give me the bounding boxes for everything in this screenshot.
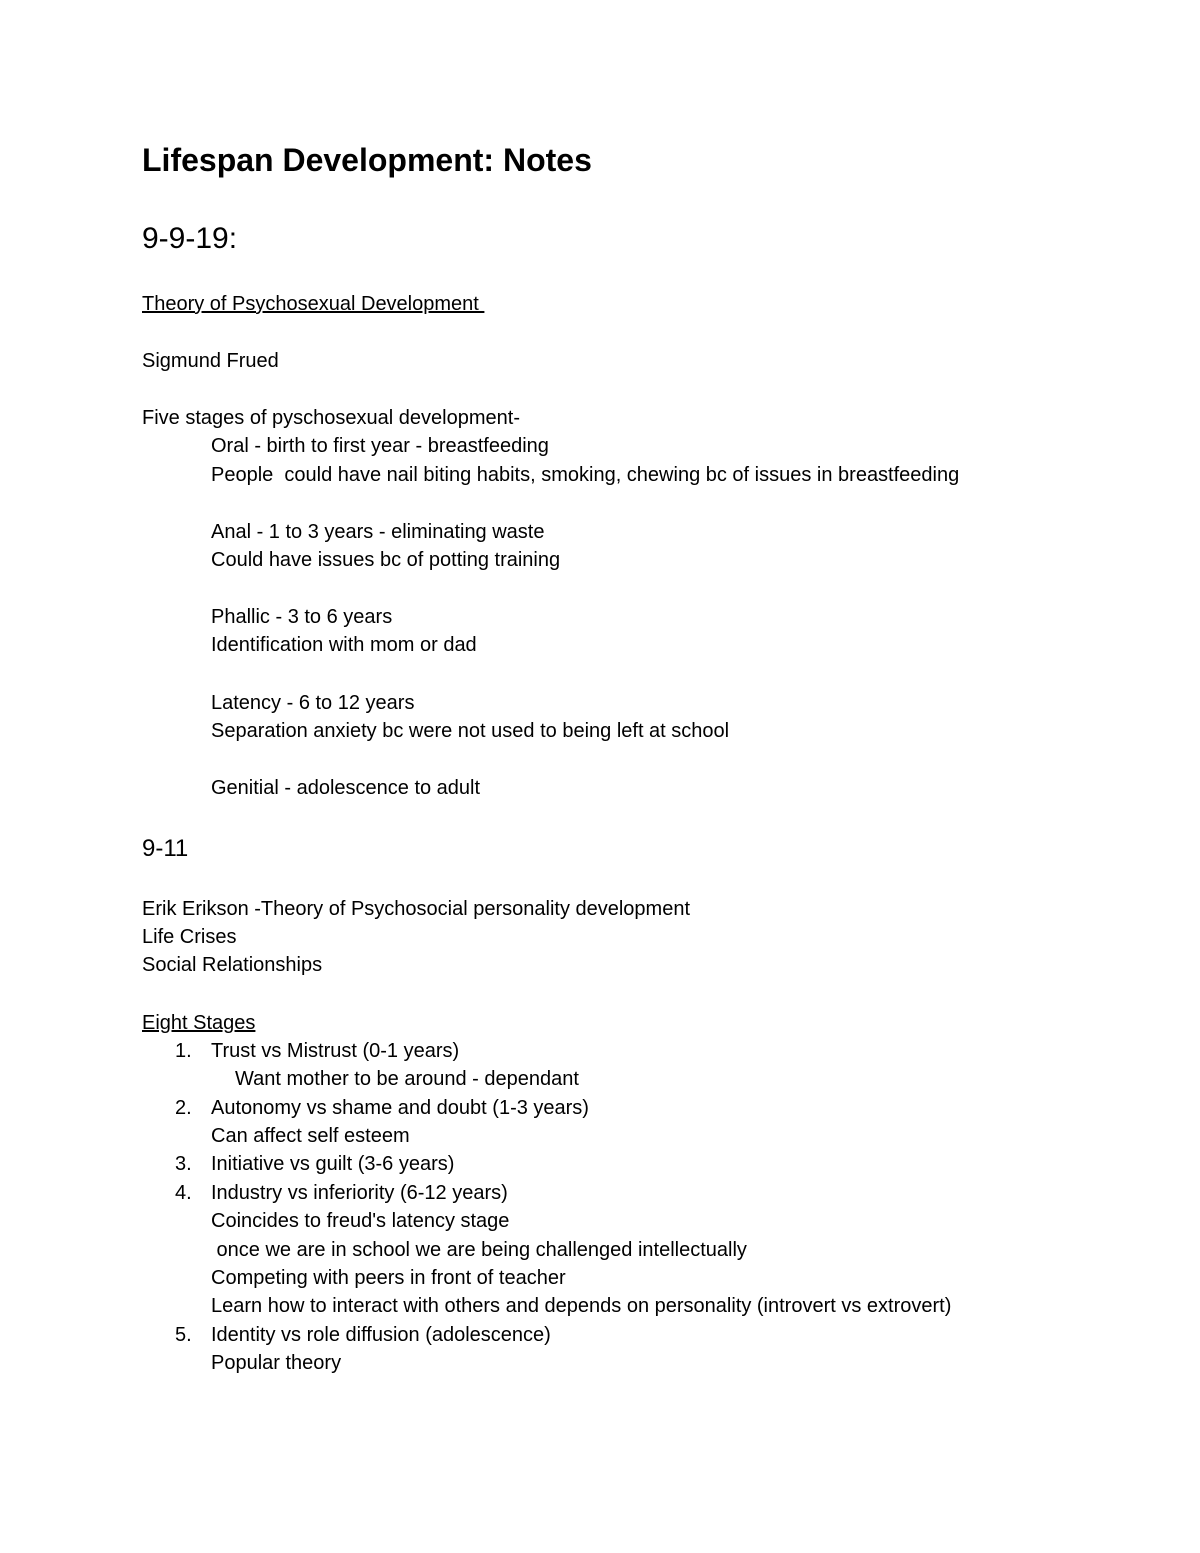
list-number: 1. [175,1040,192,1062]
list-note: Competing with peers in front of teacher [211,1267,566,1289]
stage-line: Oral - birth to first year - breastfeeding [211,435,549,457]
list-item: Industry vs inferiority (6-12 years) [211,1182,508,1204]
stages-intro: Five stages of pyschosexual development- [142,407,520,429]
list-note: Coincides to freud's latency stage [211,1210,510,1232]
stage-line: Latency - 6 to 12 years [211,692,415,714]
list-item: Identity vs role diffusion (adolescence) [211,1324,551,1346]
stage-line: Could have issues bc of potting training [211,549,561,571]
page-title: Lifespan Development: Notes [142,142,592,178]
list-number: 2. [175,1097,192,1119]
list-item: Initiative vs guilt (3-6 years) [211,1153,455,1175]
list-note: Want mother to be around - dependant [235,1068,579,1090]
erikson-line: Social Relationships [142,954,323,976]
list-item: Trust vs Mistrust (0-1 years) [211,1040,460,1062]
stage-line: Identification with mom or dad [211,634,477,656]
stage-line: Anal - 1 to 3 years - eliminating waste [211,521,545,543]
erikson-line: Erik Erikson -Theory of Psychosocial personality development [142,898,691,920]
section-heading-psychosexual: Theory of Psychosexual Development [142,293,485,315]
list-note: Learn how to interact with others and depends on personality (introvert vs extrovert) [211,1295,952,1317]
stage-line: Phallic - 3 to 6 years [211,606,393,628]
list-note: Popular theory [211,1352,342,1374]
person-name: Sigmund Frued [142,350,279,372]
list-number: 4. [175,1182,192,1204]
list-note: once we are in school we are being challenged intellectually [211,1239,747,1261]
eight-stages-heading: Eight Stages [142,1012,256,1034]
stage-line: People could have nail biting habits, smoking, chewing bc of issues in breastfeeding [211,464,960,486]
list-item: Autonomy vs shame and doubt (1-3 years) [211,1097,589,1119]
stage-line: Separation anxiety bc were not used to being left at school [211,720,730,742]
list-number: 3. [175,1153,192,1175]
erikson-line: Life Crises [142,926,237,948]
list-note: Can affect self esteem [211,1125,410,1147]
date-heading-1: 9-9-19: [142,222,238,255]
list-number: 5. [175,1324,192,1346]
stage-line: Genitial - adolescence to adult [211,777,481,799]
date-heading-2: 9-11 [142,835,189,862]
